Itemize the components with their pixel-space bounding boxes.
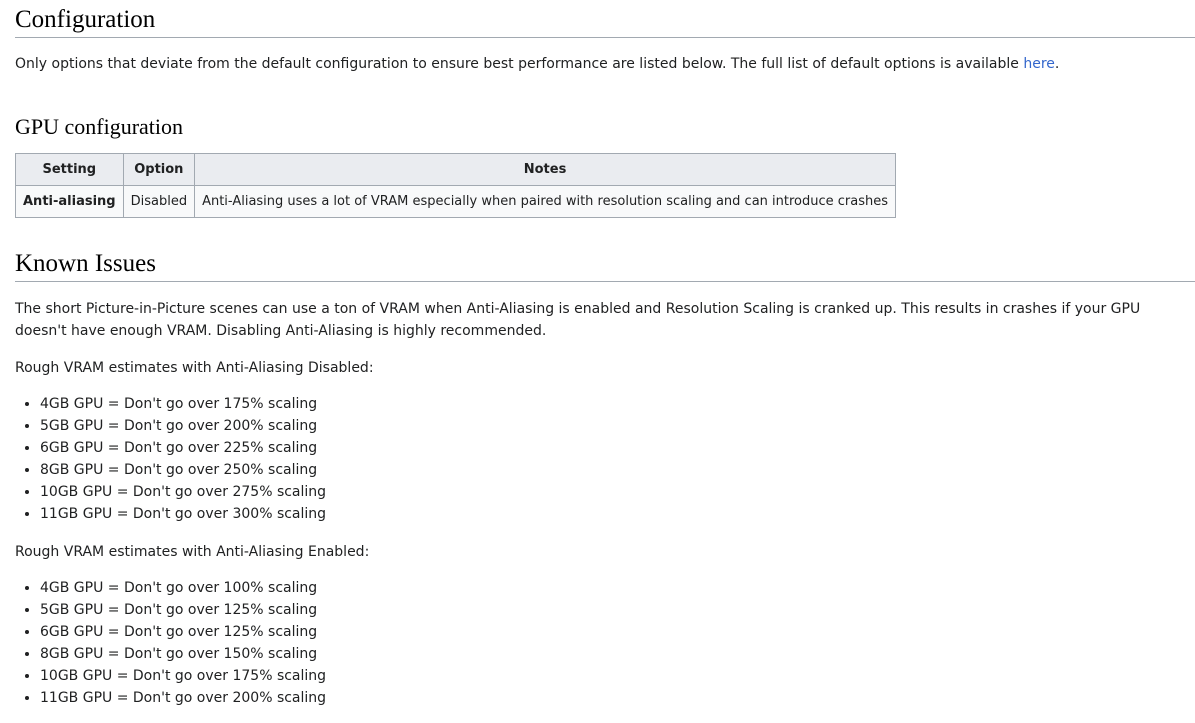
list-item: • 5GB GPU = Don't go over 200% scaling <box>40 415 1195 437</box>
list-item: • 6GB GPU = Don't go over 225% scaling <box>40 437 1195 459</box>
table-header-row <box>16 154 896 186</box>
list-item: • 10GB GPU = Don't go over 175% scaling <box>40 665 1195 687</box>
configuration-intro <box>15 53 1195 75</box>
table-header-option: Option <box>123 154 194 186</box>
list-item: • 8GB GPU = Don't go over 150% scaling <box>40 643 1195 665</box>
list-item: • 11GB GPU = Don't go over 200% scaling <box>40 687 1195 709</box>
intro-end: . <box>1054 56 1060 72</box>
gpu-configuration-table <box>15 153 896 218</box>
known-issues-heading: Known Issues <box>15 247 1195 282</box>
list-item: • 4GB GPU = Don't go over 100% scaling <box>40 577 1195 599</box>
gpu-configuration-heading: GPU configuration <box>15 114 184 139</box>
list-item: • 6GB GPU = Don't go over 125% scaling <box>40 621 1195 643</box>
estimates-disabled-label: Rough VRAM estimates with Anti-Aliasing Disabled: <box>15 360 374 376</box>
list-item: • 10GB GPU = Don't go over 275% scaling <box>40 481 1195 503</box>
table-row <box>16 186 896 218</box>
list-item: • 8GB GPU = Don't go over 250% scaling <box>40 459 1195 481</box>
known-issues-description: The short Picture-in-Picture scenes can use a ton of VRAM when Anti-Aliasing is enabled and Resolution Scaling is cranked up. This results in crashes if your GPU doesn't have enough VRAM. Disabling Anti-Aliasing is highly recommended. <box>15 301 1141 339</box>
configuration-heading: Configuration <box>15 0 1195 38</box>
list-item: • 5GB GPU = Don't go over 125% scaling <box>40 599 1195 621</box>
table-cell-setting: Anti-aliasing <box>16 186 124 218</box>
list-item: • 4GB GPU = Don't go over 175% scaling <box>40 393 1195 415</box>
table-cell-notes: Anti-Aliasing uses a lot of VRAM especially when paired with resolution scaling and can introduce crashes <box>195 186 896 218</box>
list-item: • 11GB GPU = Don't go over 300% scaling <box>40 503 1195 525</box>
estimates-enabled-list <box>15 577 1195 709</box>
table-header-notes: Notes <box>195 154 896 186</box>
table-cell-option: Disabled <box>123 186 194 218</box>
estimates-enabled-label: Rough VRAM estimates with Anti-Aliasing Enabled: <box>15 544 370 560</box>
page-content <box>15 0 1195 709</box>
estimates-disabled-list <box>15 393 1195 525</box>
default-options-link[interactable]: here <box>1023 56 1055 72</box>
intro-text: Only options that deviate from the default configuration to ensure best performance are listed below. The full list of default options is available <box>15 56 1024 72</box>
table-header-setting: Setting <box>16 154 124 186</box>
